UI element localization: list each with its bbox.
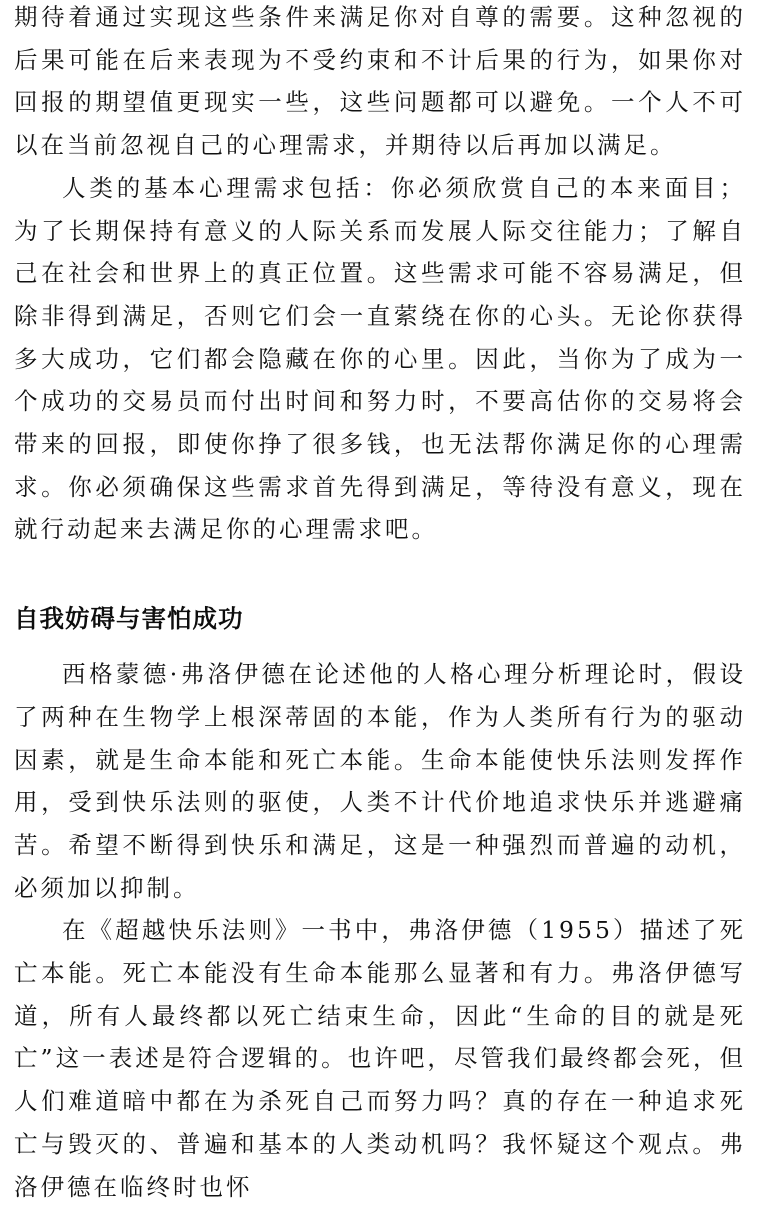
section-heading: 自我妨碍与害怕成功 (14, 604, 244, 634)
body-paragraph: 在《超越快乐法则》一书中，弗洛伊德（1955）描述了死亡本能。死亡本能没有生命本能那么显著和有力。弗洛伊德写道，所有人最终都以死亡结束生命，因此“生命的目的就是死亡”这一表述是符合逻辑的。也许吧，尽管我们最终都会死，但人们难道暗中都在为杀死自己而努力吗？真的存在一种追求死亡与毁灭的、普遍和基本的人类动机吗？我怀疑这个观点。弗洛伊德在临终时也怀 (14, 916, 746, 1201)
body-paragraph: 期待着通过实现这些条件来满足你对自尊的需要。这种忽视的后果可能在后来表现为不受约束和不计后果的行为，如果你对回报的期望值更现实一些，这些问题都可以避免。一个人不可以在当前忽视自己的心理需求，并期待以后再加以满足。 (14, 3, 746, 160)
body-paragraph: 西格蒙德·弗洛伊德在论述他的人格心理分析理论时，假设了两种在生物学上根深蒂固的本能，作为人类所有行为的驱动因素，就是生命本能和死亡本能。生命本能使快乐法则发挥作用，受到快乐法则的驱使，人类不计代价地追求快乐并逃避痛苦。希望不断得到快乐和满足，这是一种强烈而普遍的动机，必须加以抑制。 (14, 660, 746, 902)
body-paragraph: 人类的基本心理需求包括：你必须欣赏自己的本来面目；为了长期保持有意义的人际关系而发展人际交往能力；了解自己在社会和世界上的真正位置。这些需求可能不容易满足，但除非得到满足，否则它们会一直萦绕在你的心头。无论你获得多大成功，它们都会隐藏在你的心里。因此，当你为了成为一个成功的交易员而付出时间和努力时，不要高估你的交易将会带来的回报，即使你挣了很多钱，也无法帮你满足你的心理需求。你必须确保这些需求首先得到满足，等待没有意义，现在就行动起来去满足你的心理需求吧。 (14, 173, 746, 544)
section-spacer (14, 551, 746, 603)
section-spacer (14, 635, 746, 653)
